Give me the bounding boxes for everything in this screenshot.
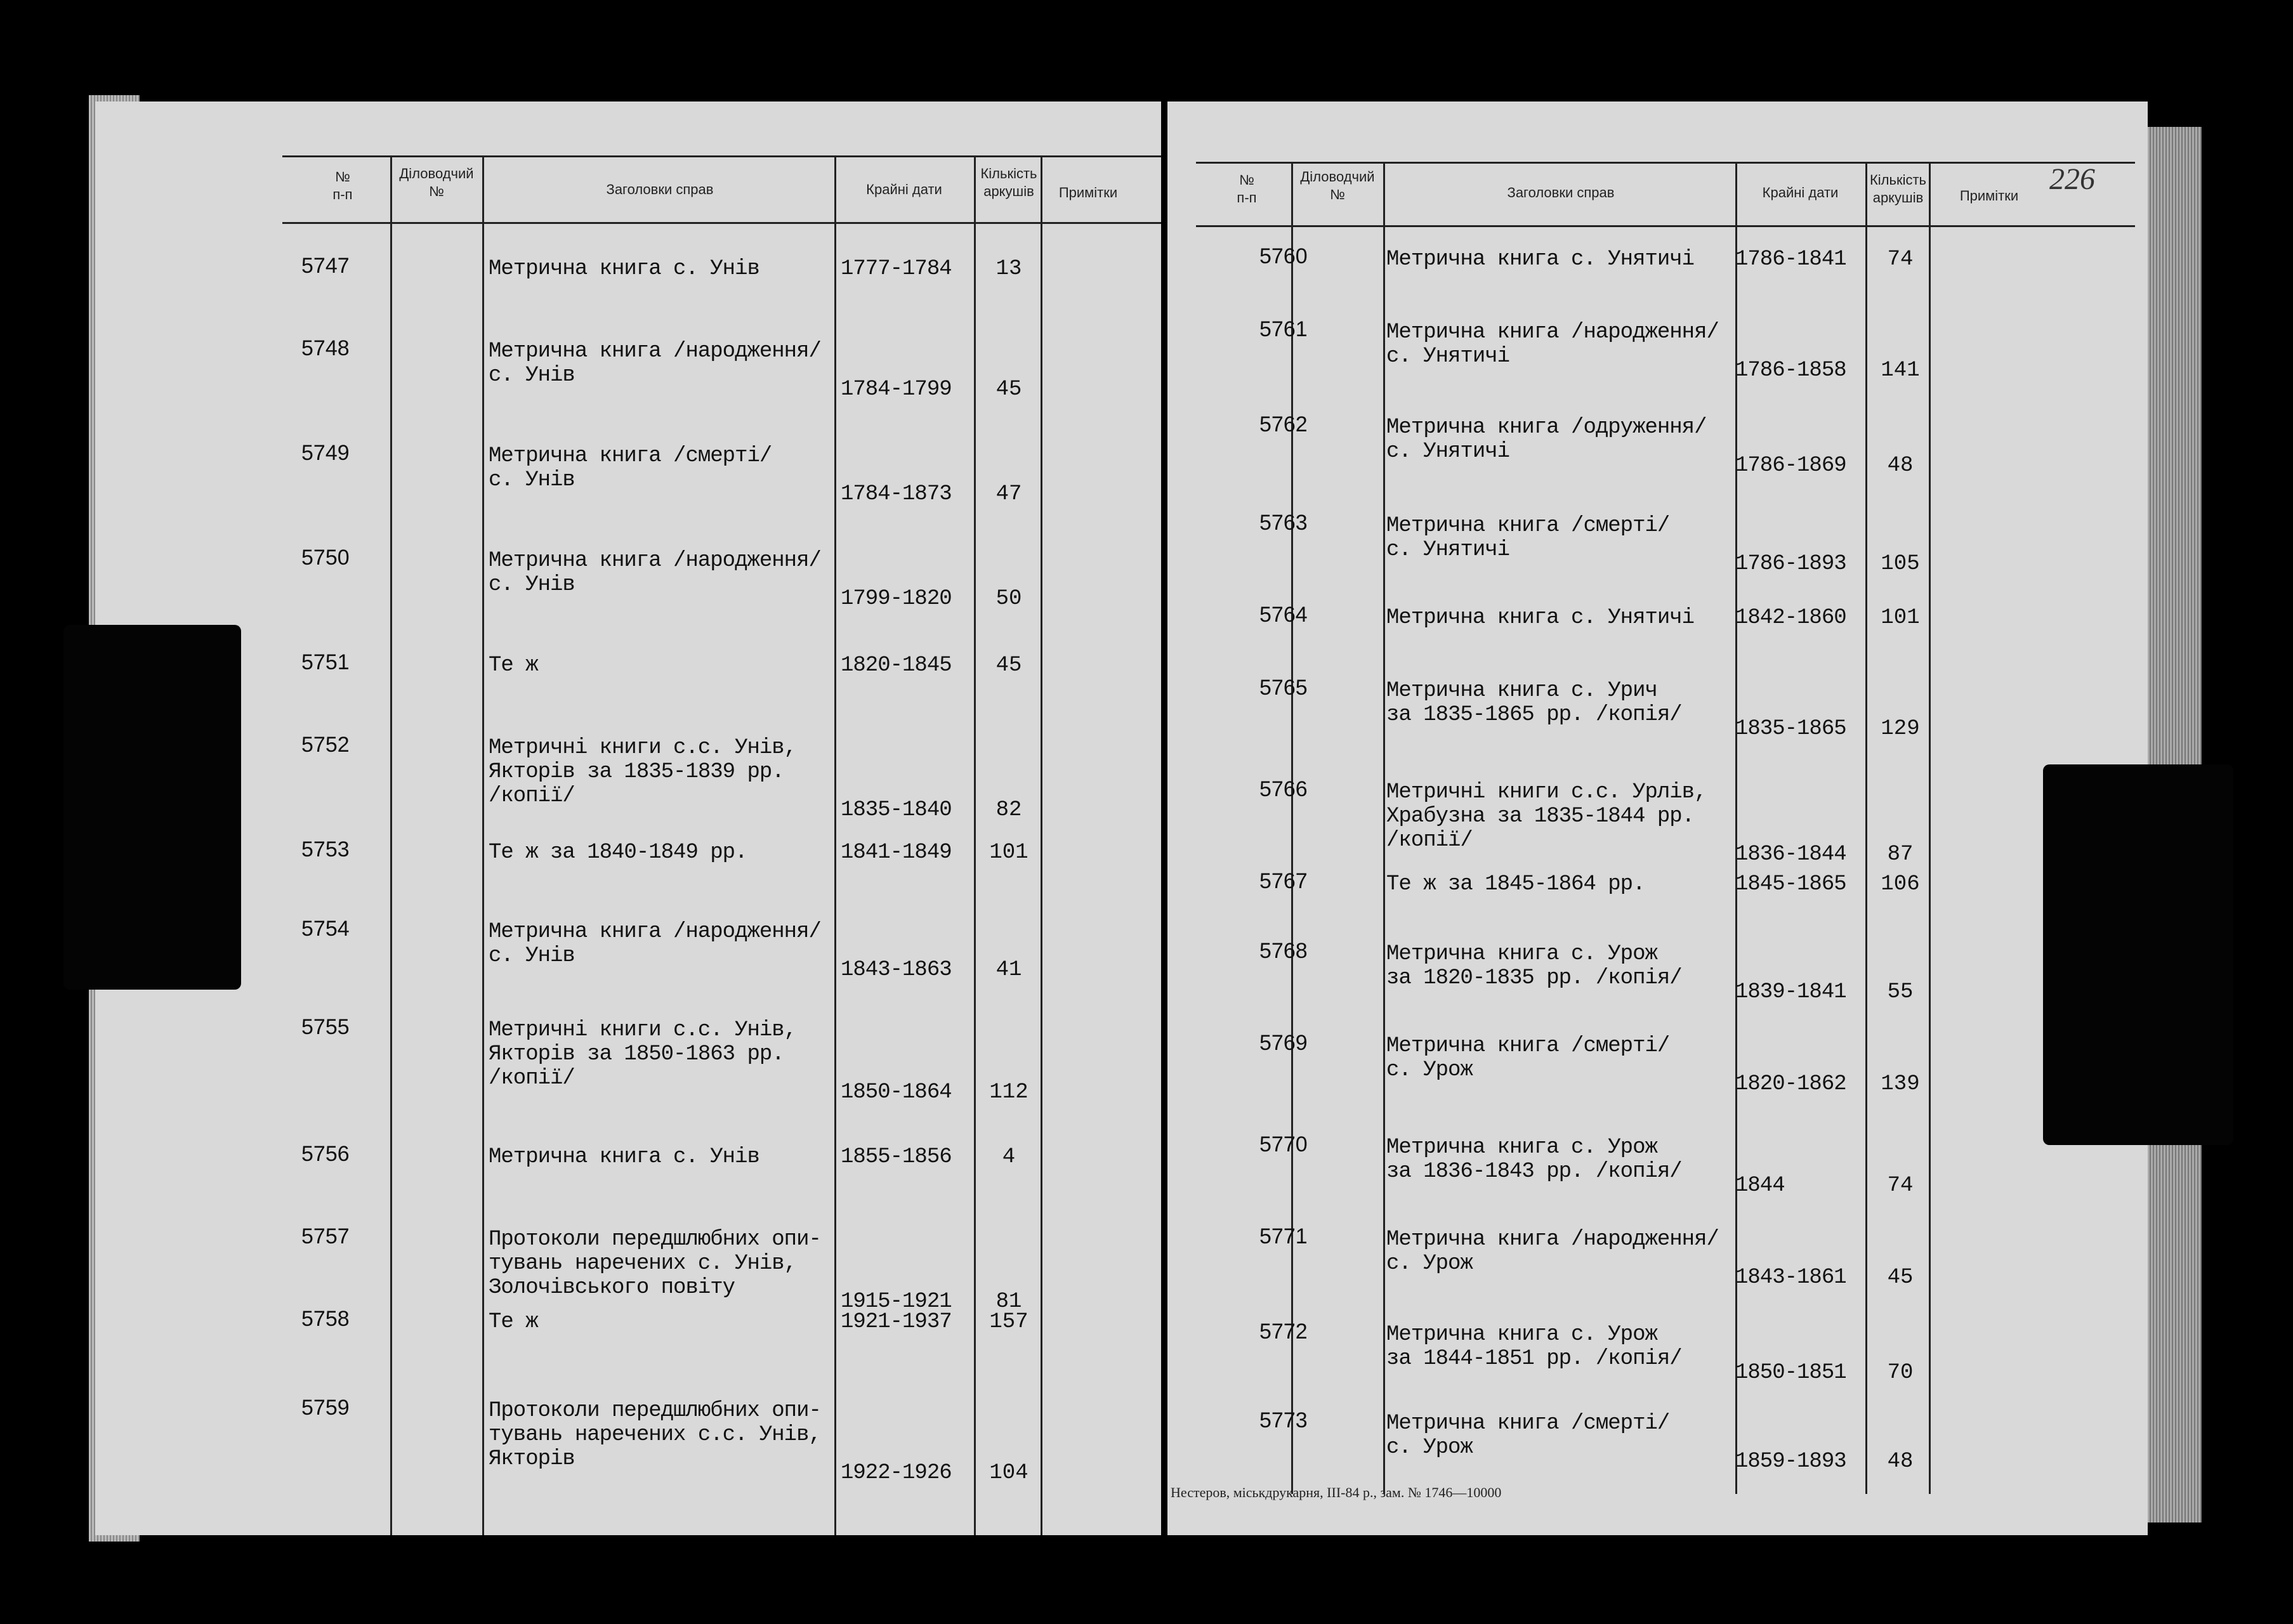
row-sheets: 48: [1887, 454, 1914, 478]
row-title: Протоколи передшлюбних опи- тувань наречених с.с. Унів, Якторів: [489, 1399, 821, 1471]
row-title: Протоколи передшлюбних опи- тувань наречених с. Унів, Золочівського повіту: [489, 1228, 821, 1300]
row-title: Метрична книга /одруження/ с. Унятичі: [1386, 416, 1707, 464]
row-title: Метрична книга /народження/ с. Унятичі: [1386, 320, 1719, 369]
row-title: Метрична книга с. Урож за 1844-1851 рр. /копія/: [1386, 1323, 1682, 1371]
row-sheets: 101: [989, 841, 1028, 865]
row-number: 5758: [301, 1307, 350, 1331]
row-title: Метрична книга с. Унів: [489, 1145, 759, 1169]
row-title: Метрична книга /народження/ с. Унів: [489, 549, 821, 597]
row-title: Метрична книга /смерті/ с. Урож: [1386, 1034, 1670, 1082]
row-number: 5750: [301, 546, 350, 570]
row-dates: 1843-1863: [841, 958, 952, 982]
printer-footer: Нестеров, міськдрукарня, III-84 р., зам. № 1746—10000: [1171, 1484, 1502, 1500]
row-sheets: 48: [1887, 1450, 1914, 1474]
row-dates: 1859-1893: [1735, 1450, 1846, 1474]
header-number: № п-п: [1237, 172, 1257, 206]
row-title: Те ж: [489, 653, 538, 678]
column-rule: [1291, 162, 1293, 1494]
row-number: 5757: [301, 1224, 350, 1248]
row-sheets: 74: [1887, 247, 1914, 272]
row-dates: 1786-1841: [1735, 247, 1846, 272]
row-title: Метрична книга с. Унятичі: [1386, 606, 1695, 630]
row-number: 5768: [1259, 939, 1308, 963]
row-dates: 1786-1893: [1735, 552, 1846, 576]
row-dates: 1799-1820: [841, 587, 952, 611]
row-title: Метричні книги с.с. Урлів, Храбузна за 1835-1844 рр. /копії/: [1386, 780, 1707, 853]
row-dates: 1855-1856: [841, 1145, 952, 1169]
row-number: 5764: [1259, 603, 1308, 627]
right-binding-clip: [2043, 764, 2233, 1145]
left-page: [95, 102, 1161, 1535]
row-dates: 1842-1860: [1735, 606, 1846, 630]
header-top-rule: [1196, 162, 2135, 164]
row-sheets: 157: [989, 1310, 1028, 1334]
row-dates: 1784-1799: [841, 377, 952, 402]
header-clerk-number: Діловодчий №: [1300, 169, 1375, 202]
row-sheets: 47: [995, 482, 1022, 506]
row-number: 5752: [301, 733, 350, 757]
row-number: 5759: [301, 1396, 350, 1420]
row-number: 5767: [1259, 869, 1308, 893]
row-title: Метрична книга с. Урож за 1820-1835 рр. /копія/: [1386, 942, 1682, 990]
row-dates: 1845-1865: [1735, 872, 1846, 896]
row-sheets: 74: [1887, 1174, 1914, 1198]
row-dates: 1850-1851: [1735, 1361, 1846, 1385]
row-number: 5769: [1259, 1031, 1308, 1055]
column-rule: [482, 155, 484, 1535]
row-number: 5748: [301, 336, 350, 360]
row-number: 5753: [301, 837, 350, 861]
row-title: Метрична книга с. Урож за 1836-1843 рр. /копія/: [1386, 1136, 1682, 1184]
row-sheets: 106: [1881, 872, 1920, 896]
row-title: Те ж за 1840-1849 рр.: [489, 841, 747, 865]
row-sheets: 50: [995, 587, 1022, 611]
row-dates: 1784-1873: [841, 482, 952, 506]
row-sheets: 104: [989, 1461, 1028, 1485]
row-number: 5749: [301, 441, 350, 465]
row-title: Метрична книга с. Унів: [489, 257, 759, 281]
row-title: Метрична книга /народження/ с. Урож: [1386, 1228, 1719, 1276]
row-title: Метричні книги с.с. Унів, Якторів за 1850-1863 рр. /копії/: [489, 1018, 797, 1090]
row-title: Те ж за 1845-1864 рр.: [1386, 872, 1645, 896]
header-notes: Примітки: [1959, 188, 2019, 204]
row-dates: 1820-1862: [1735, 1072, 1846, 1096]
row-dates: 1820-1845: [841, 653, 952, 678]
row-dates: 1850-1864: [841, 1080, 952, 1104]
row-number: 5756: [301, 1142, 350, 1166]
row-number: 5747: [301, 254, 350, 278]
header-clerk-number: Діловодчий №: [399, 166, 474, 199]
row-title: Метрична книга /смерті/ с. Урож: [1386, 1411, 1670, 1460]
row-dates: 1777-1784: [841, 257, 952, 281]
row-dates: 1786-1869: [1735, 454, 1846, 478]
column-rule: [1383, 162, 1385, 1494]
row-number: 5761: [1259, 317, 1308, 341]
row-number: 5762: [1259, 412, 1308, 436]
row-number: 5772: [1259, 1320, 1308, 1344]
header-bottom-rule: [282, 222, 1161, 224]
header-notes: Примітки: [1058, 185, 1118, 200]
row-dates: 1844: [1735, 1174, 1785, 1198]
header-bottom-rule: [1196, 225, 2135, 227]
row-sheets: 129: [1881, 717, 1920, 741]
header-dates: Крайні дати: [1762, 185, 1839, 200]
row-sheets: 101: [1881, 606, 1920, 630]
row-dates: 1841-1849: [841, 841, 952, 865]
row-sheets: 87: [1887, 842, 1914, 867]
row-title: Метрична книга /смерті/ с. Унів: [489, 444, 772, 492]
column-rule: [974, 155, 976, 1535]
row-sheets: 13: [995, 257, 1022, 281]
row-number: 5765: [1259, 676, 1308, 700]
row-title: Метрична книга /народження/ с. Унів: [489, 920, 821, 968]
header-number: № п-п: [332, 169, 353, 202]
header-titles: Заголовки справ: [606, 181, 714, 197]
header-sheets: Кількість аркушів: [1869, 172, 1927, 206]
row-sheets: 45: [1887, 1266, 1914, 1290]
row-dates: 1921-1937: [841, 1310, 952, 1334]
row-sheets: 105: [1881, 552, 1920, 576]
header-top-rule: [282, 155, 1161, 157]
row-sheets: 4: [1002, 1145, 1016, 1169]
row-sheets: 41: [995, 958, 1022, 982]
row-title: Метрична книга /смерті/ с. Унятичі: [1386, 514, 1670, 562]
row-title: Метрична книга с. Урич за 1835-1865 рр. /копія/: [1386, 679, 1682, 727]
row-sheets: 70: [1887, 1361, 1914, 1385]
row-dates: 1843-1861: [1735, 1266, 1846, 1290]
row-title: Метричні книги с.с. Унів, Якторів за 1835-1839 рр. /копії/: [489, 736, 797, 808]
row-number: 5770: [1259, 1132, 1308, 1156]
row-sheets: 45: [995, 653, 1022, 678]
column-rule: [1041, 155, 1042, 1535]
row-number: 5766: [1259, 777, 1308, 801]
row-title: Те ж: [489, 1310, 538, 1334]
row-number: 5760: [1259, 244, 1308, 268]
row-number: 5755: [301, 1015, 350, 1039]
row-dates: 1835-1840: [841, 798, 952, 822]
header-dates: Крайні дати: [866, 181, 942, 197]
row-dates: 1839-1841: [1735, 980, 1846, 1004]
row-sheets: 139: [1881, 1072, 1920, 1096]
page-number: 226: [2049, 162, 2095, 196]
column-rule: [834, 155, 836, 1535]
left-binding-clip: [63, 625, 241, 990]
column-rule: [390, 155, 392, 1535]
row-dates: 1835-1865: [1735, 717, 1846, 741]
header-titles: Заголовки справ: [1507, 185, 1615, 200]
row-number: 5771: [1259, 1224, 1308, 1248]
row-number: 5751: [301, 650, 350, 674]
row-dates: 1922-1926: [841, 1461, 952, 1485]
row-dates: 1915-1921: [841, 1290, 952, 1314]
row-title: Метрична книга с. Унятичі: [1386, 247, 1695, 272]
right-page: [1167, 102, 2148, 1535]
row-number: 5773: [1259, 1408, 1308, 1432]
row-sheets: 141: [1881, 358, 1920, 383]
row-sheets: 81: [995, 1290, 1022, 1314]
header-sheets: Кількість аркушів: [980, 166, 1037, 199]
row-number: 5763: [1259, 511, 1308, 535]
row-dates: 1786-1858: [1735, 358, 1846, 383]
row-sheets: 45: [995, 377, 1022, 402]
row-dates: 1836-1844: [1735, 842, 1846, 867]
column-rule: [1865, 162, 1867, 1494]
row-sheets: 55: [1887, 980, 1914, 1004]
row-sheets: 82: [995, 798, 1022, 822]
row-number: 5754: [301, 917, 350, 941]
row-sheets: 112: [989, 1080, 1028, 1104]
row-title: Метрична книга /народження/ с. Унів: [489, 339, 821, 388]
